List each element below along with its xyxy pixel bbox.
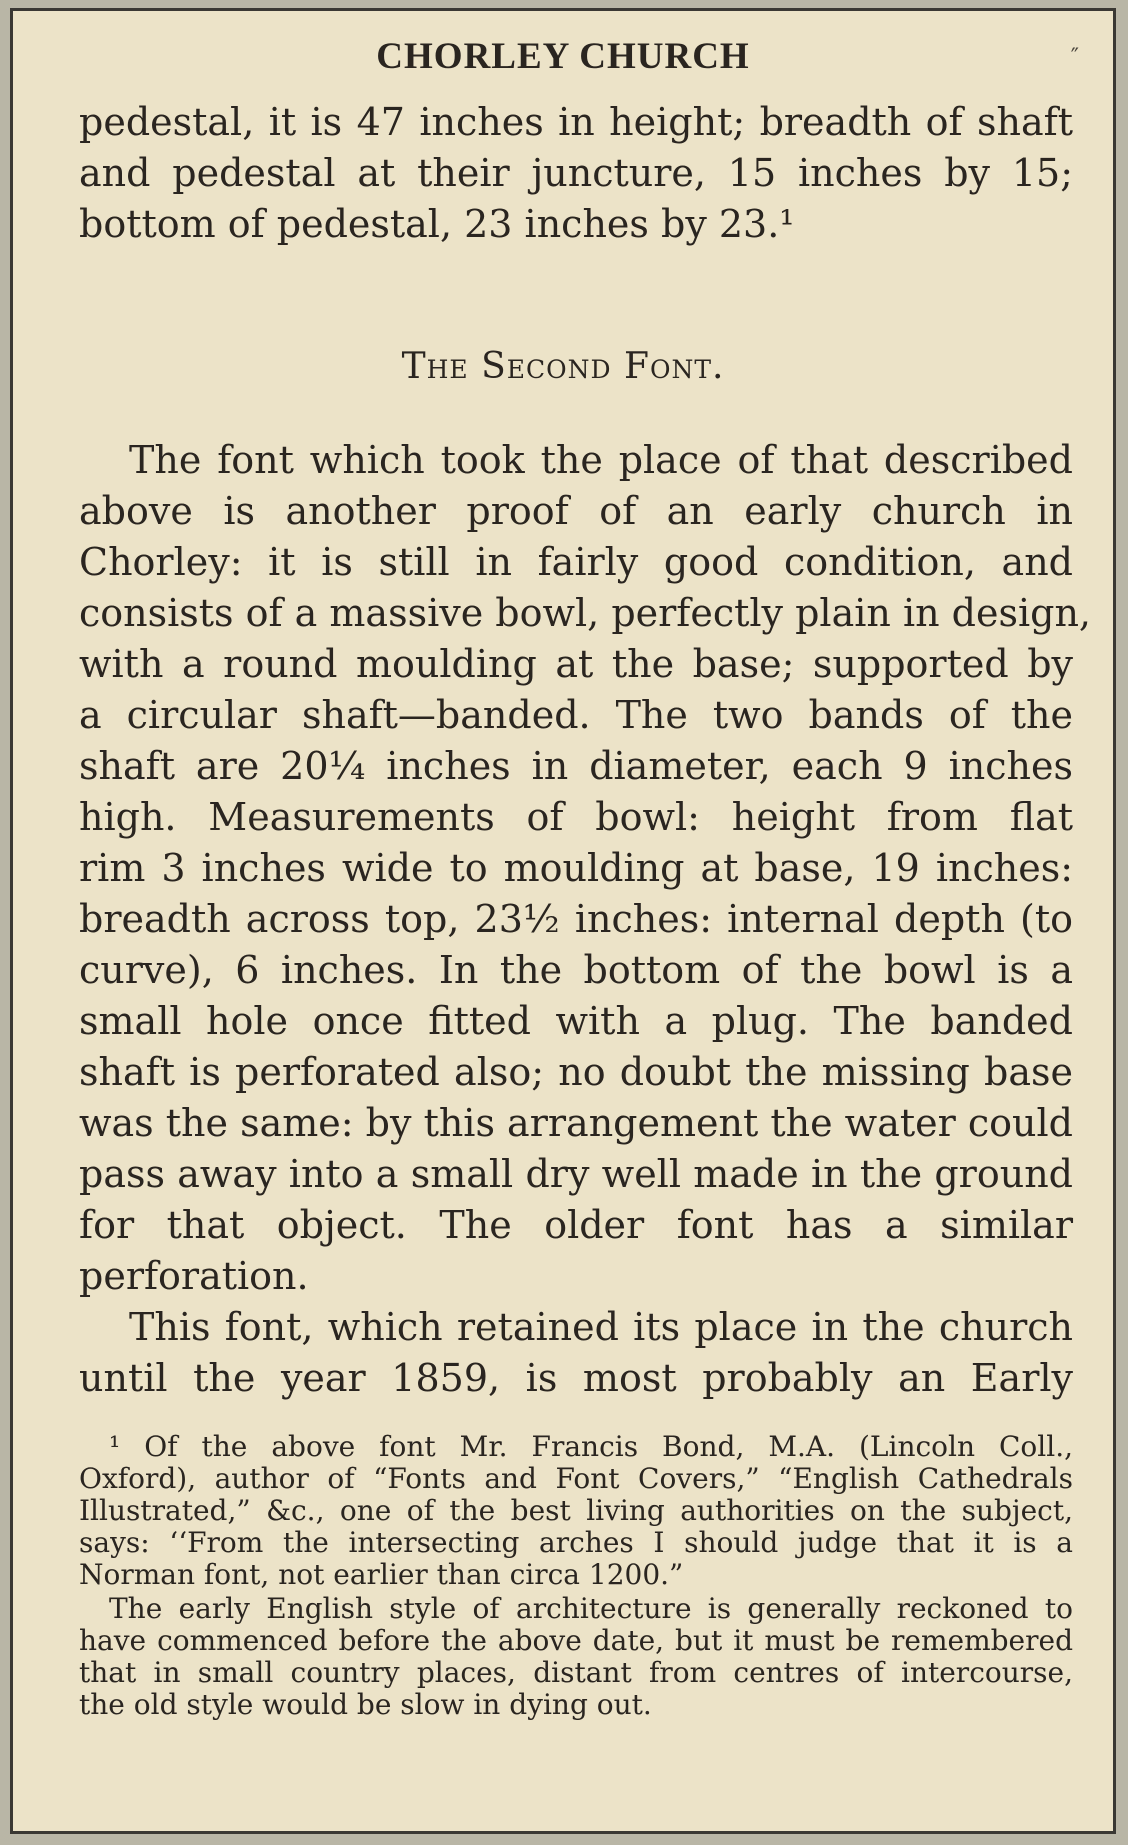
running-head: CHORLEY CHURCH bbox=[376, 36, 750, 77]
text-line: pass away into a small dry well made in the ground bbox=[79, 1152, 1073, 1196]
text-line: Chorley: it is still in fairly good condition, and bbox=[79, 540, 1073, 584]
text-line: for that object. The older font has a similar bbox=[79, 1203, 1073, 1247]
footnote-line: the old style would be slow in dying out. bbox=[79, 1688, 652, 1721]
footnote-2 bbox=[79, 1593, 1073, 1721]
footnote-line: The early English style of architecture is generally reckoned to bbox=[109, 1592, 1073, 1625]
text-line: was the same: by this arrangement the water could bbox=[79, 1101, 1073, 1145]
text-line: rim 3 inches wide to moulding at base, 19 inches: bbox=[79, 846, 1073, 890]
page-mark: ″ bbox=[1070, 45, 1079, 70]
book-page bbox=[10, 8, 1116, 1834]
text-line: with a round moulding at the base; supported by bbox=[79, 642, 1073, 686]
text-line: a circular shaft—banded. The two bands of the bbox=[79, 693, 1073, 737]
text-line: small hole once fitted with a plug. The banded bbox=[79, 999, 1073, 1043]
text-line: shaft is perforated also; no doubt the missing base bbox=[79, 1050, 1073, 1094]
footnote-line: Oxford), author of “Fonts and Font Covers,” “English Cathedrals bbox=[79, 1462, 1073, 1495]
text-line: until the year 1859, is most probably an Early bbox=[79, 1356, 1073, 1400]
text-line: above is another proof of an early church in bbox=[79, 489, 1073, 533]
paragraph-1 bbox=[79, 97, 1073, 250]
footnote-line: says: ‘‘From the intersecting arches I should judge that it is a bbox=[79, 1526, 1073, 1559]
text-line: The font which took the place of that described bbox=[129, 438, 1073, 482]
section-heading: The Second Font. bbox=[401, 346, 725, 387]
text-line: high. Measurements of bowl: height from flat bbox=[79, 795, 1073, 839]
footnotes bbox=[79, 1431, 1073, 1721]
footnote-line: have commenced before the above date, but it must be remembered bbox=[79, 1624, 1073, 1657]
text-line: shaft are 20¼ inches in diameter, each 9 inches bbox=[79, 744, 1073, 788]
text-line: and pedestal at their juncture, 15 inches by 15; bbox=[79, 151, 1073, 195]
text-line: curve), 6 inches. In the bottom of the bowl is a bbox=[79, 948, 1073, 992]
footnote-line: that in small country places, distant from centres of intercourse, bbox=[79, 1656, 1073, 1689]
paragraph-3 bbox=[79, 1302, 1073, 1404]
footnote-line: Norman font, not earlier than circa 1200.” bbox=[79, 1558, 684, 1591]
text-line: pedestal, it is 47 inches in height; breadth of shaft bbox=[79, 100, 1073, 144]
footnote-line: Illustrated,” &c., one of the best living authorities on the subject, bbox=[79, 1494, 1073, 1527]
text-line: breadth across top, 23½ inches: internal depth (to bbox=[79, 897, 1073, 941]
text-line: perforation. bbox=[79, 1254, 309, 1298]
paragraph-2 bbox=[79, 435, 1091, 1302]
text-line: This font, which retained its place in the church bbox=[129, 1305, 1073, 1349]
text-line: bottom of pedestal, 23 inches by 23.¹ bbox=[79, 202, 795, 246]
text-line: consists of a massive bowl, perfectly plain in design, bbox=[79, 591, 1091, 635]
footnote-1 bbox=[79, 1431, 1073, 1591]
footnote-line: ¹ Of the above font Mr. Francis Bond, M.A. (Lincoln Coll., bbox=[109, 1430, 1073, 1463]
